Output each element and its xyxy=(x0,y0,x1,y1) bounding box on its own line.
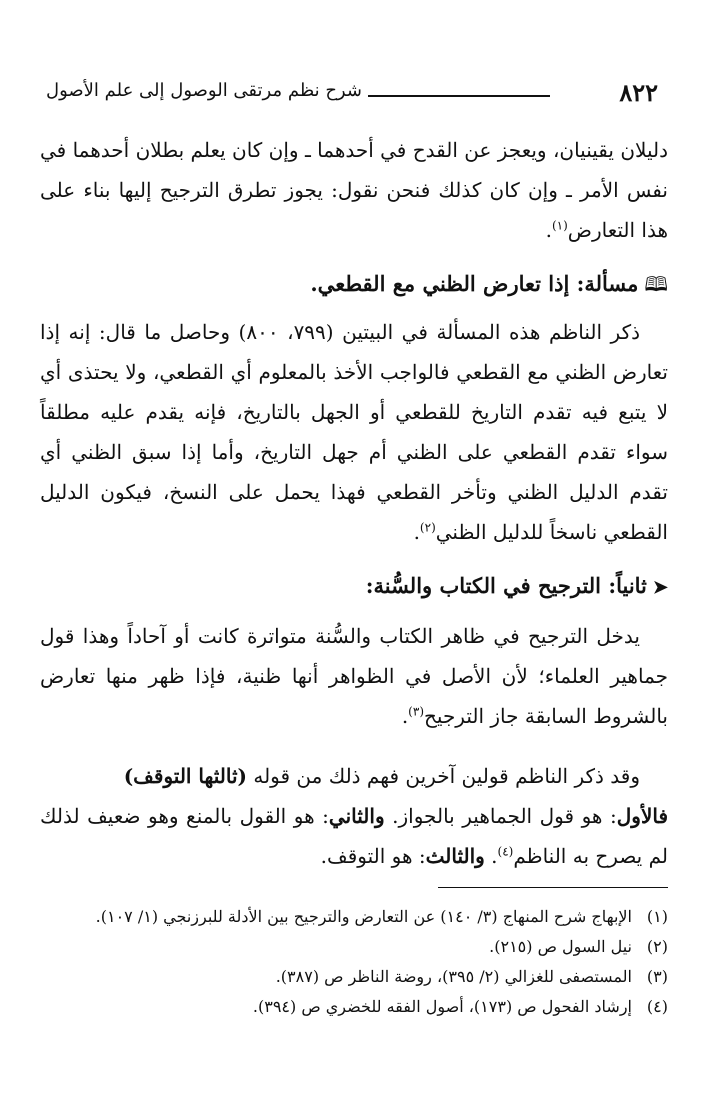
arrow-icon: ➤ xyxy=(652,577,668,598)
paragraph-4: وقد ذكر الناظم قولين آخرين فهم ذلك من قوله (ثالثها التوقف) xyxy=(123,764,640,788)
footnote-item: (٣)المستصفى للغزالي (٢/ ٣٩٥)، روضة الناظر ص (٣٨٧). xyxy=(275,967,668,986)
paragraph-1: دليلان يقينيان، ويعجز عن القدح في أحدهما ـ وإن كان يعلم بطلان أحدهما في نفس الأمر ـ وإن كان كذلك فنحن نقول: يجوز تطرق الترجيح إليها بناء على هذا التعارض$^{(١)}$. xyxy=(40,138,668,242)
footnote-separator xyxy=(438,887,668,888)
paragraph-2: ذكر الناظم هذه المسألة في البيتين (٧٩٩، ٨٠٠) وحاصل ما قال: إنه إذا تعارض الظني مع القطعي فالواجب الأخذ بالمعلوم أي القطعي، ولا يحتذى أي لا يتبع فيه تقدم التاريخ للقطعي أو الجهل بالتاريخ، فإنه يقدم عليه مطلقاً سواء تقدم القطعي على الظني أم جهل التاريخ، وأما إذا سبق الظني أي تقدم الدليل الظني وتأخر القطعي فهذا يحمل على النسخ، فيكون الدليل القطعي ناسخاً للدليل الظني$^{(٢)}$. xyxy=(40,320,668,544)
footnote-ref-3: (٣) xyxy=(408,704,424,719)
paragraph-3: يدخل الترجيح في ظاهر الكتاب والسُّنة متواترة كانت أو آحاداً وهذا قول جماهير العلماء؛ لأن الأصل في الظواهر أنها ظنية، فإذا ظهر منها تعارض بالشروط السابقة جاز الترجيح$^{(٣)}$. xyxy=(40,624,668,728)
section-heading-second xyxy=(40,566,668,608)
book-title: شرح نظم مرتقى الوصول إلى علم الأصول xyxy=(46,80,362,101)
paragraph-5: فالأول: هو قول الجماهير بالجواز. والثاني: هو القول بالمنع وهو ضعيف لذلك لم يصرح به الناظم$^{(٤)}$. والثالث: هو التوقف. xyxy=(40,804,669,868)
second-heading-text: ثانياً: الترجيح في الكتاب والسُّنة: xyxy=(365,573,647,598)
page-number: ٨٢٢ xyxy=(619,78,658,107)
third-opinion-label: والثالث xyxy=(425,844,485,868)
footnote-ref-4: (٤) xyxy=(497,844,514,859)
running-header xyxy=(40,70,668,110)
section-heading-issue xyxy=(40,264,668,304)
quoted-phrase: (ثالثها التوقف) xyxy=(123,764,247,788)
first-opinion-label: فالأول xyxy=(616,804,669,828)
footnote-item: (١)الإبهاج شرح المنهاج (٣/ ١٤٠) عن التعارض والترجيح بين الأدلة للبرزنجي (١/ ١٠٧). xyxy=(95,907,668,926)
footnote-ref-1: (١) xyxy=(551,218,568,233)
footnote-ref-2: (٢) xyxy=(419,520,436,535)
second-opinion-label: والثاني xyxy=(328,804,385,828)
book-icon: 🕮 xyxy=(644,272,668,296)
footnote-item: (٤)إرشاد الفحول ص (١٧٣)، أصول الفقه للخضري ص (٣٩٤). xyxy=(252,997,668,1016)
issue-heading-text: مسألة: إذا تعارض الظني مع القطعي. xyxy=(310,271,639,296)
footnote-item: (٢)نيل السول ص (٢١٥). xyxy=(489,937,668,956)
footnotes xyxy=(40,902,668,1022)
main-text xyxy=(40,130,668,876)
header-rule xyxy=(368,95,550,97)
